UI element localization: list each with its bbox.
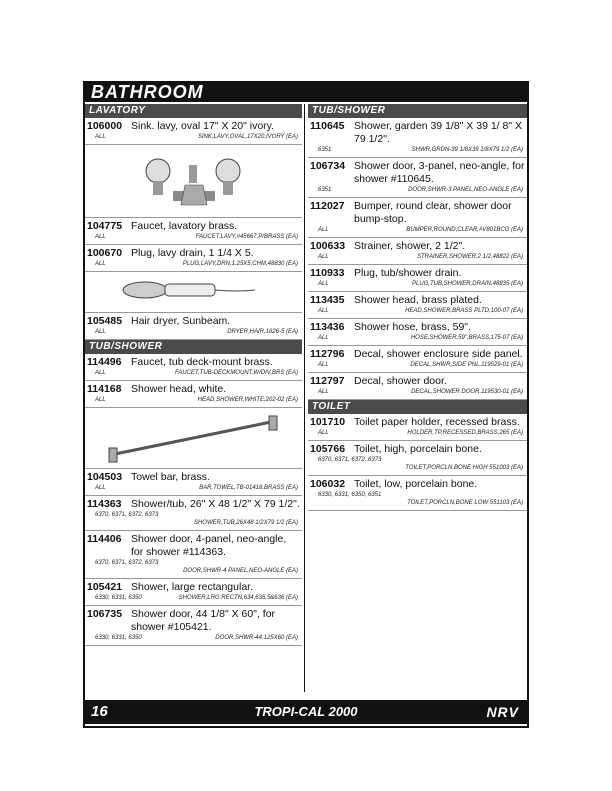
item-number: 112797 — [310, 375, 345, 387]
hair-dryer-image — [85, 272, 302, 313]
item-code: BUMPER,ROUND,CLEAR,#V801BCG (EA) — [406, 227, 523, 233]
item-code: PLUG,TUB,SHOWER,DRAIN,48835 (EA) — [411, 281, 523, 287]
section-heading-tub-shower: TUB/SHOWER — [308, 104, 527, 118]
item-number: 106735 — [87, 608, 123, 620]
item-models: 6330, 6331, 6350, 6351 — [318, 492, 382, 498]
item-description: Shower/tub, 26" X 48 1/2" X 79 1/2". — [131, 498, 300, 510]
catalog-title: TROPI-CAL 2000 — [254, 704, 358, 719]
catalog-item — [85, 354, 302, 381]
catalog-item — [85, 381, 302, 408]
item-number: 114363 — [87, 498, 122, 510]
item-code: SHOWER,TUB,26X48 1/2X79 1/2 (EA) — [193, 520, 298, 526]
item-number: 106000 — [87, 120, 123, 132]
item-number: 110933 — [310, 267, 345, 279]
section-heading-tub-shower: TUB/SHOWER — [85, 340, 302, 354]
page-footer — [83, 700, 529, 724]
catalog-item — [308, 373, 527, 400]
section-heading-toilet: TOILET — [308, 400, 527, 414]
item-number: 104503 — [87, 471, 123, 483]
item-models: ALL — [318, 389, 329, 395]
catalog-item — [85, 606, 302, 646]
section-banner — [83, 81, 529, 102]
column-divider — [304, 104, 305, 692]
item-code: TOILET,PORCLN,BONE LOW 551103 (EA) — [407, 500, 523, 506]
catalog-item — [308, 441, 527, 476]
item-number: 100633 — [310, 240, 346, 252]
item-description: Hair dryer, Sunbeam. — [131, 315, 231, 327]
item-description: Toilet paper holder, recessed brass. — [354, 416, 520, 428]
page-number: 16 — [91, 703, 108, 720]
catalog-item — [308, 238, 527, 265]
item-description: Strainer, shower, 2 1/2". — [354, 240, 466, 252]
item-code: SINK,LAVY,OVAL,17X20,IVORY (EA) — [197, 134, 298, 140]
item-models: ALL — [95, 134, 106, 140]
item-description: Faucet, lavatory brass. — [131, 220, 238, 232]
item-code: STRAINER,SHOWER,2 1/2,48822 (EA) — [416, 254, 523, 260]
catalog-item — [85, 531, 302, 579]
item-models: 6370, 6371, 6372, 6373 — [95, 560, 159, 566]
item-number: 106734 — [310, 160, 346, 172]
catalog-item — [308, 118, 527, 158]
item-description: Shower door, 3-panel, neo-angle, for shower #110645. — [354, 160, 525, 185]
item-models: ALL — [318, 430, 329, 436]
item-models: ALL — [95, 397, 106, 403]
item-code: HOSE,SHOWER,59",BRASS,175-07 (EA) — [410, 335, 523, 341]
item-description: Shower door, 44 1/8" X 60", for shower #105421. — [131, 608, 276, 633]
item-models: ALL — [95, 234, 106, 240]
item-description: Shower, garden 39 1/8" X 39 1/ 8" X 79 1/2". — [354, 120, 522, 145]
item-number: 106032 — [310, 478, 346, 490]
item-code: BAR,TOWEL,TB-01418,BRASS (EA) — [199, 485, 298, 491]
item-code: DOOR,SHWR-4 PANEL,NEO-ANGLE (EA) — [183, 568, 298, 574]
catalog-item — [308, 292, 527, 319]
item-number: 112796 — [310, 348, 345, 360]
item-description: Bumper, round clear, shower door bump-stop. — [354, 200, 512, 225]
item-models: ALL — [318, 335, 329, 341]
catalog-item — [85, 245, 302, 272]
item-code: DOOR,SHWR-3 PANEL,NEO-ANGLE (EA) — [408, 187, 523, 193]
catalog-item — [308, 319, 527, 346]
item-models: ALL — [95, 329, 106, 335]
item-code: FAUCET,LAVY,#45667,P/BRASS (EA) — [195, 234, 298, 240]
page-title: BATHROOM — [91, 82, 204, 102]
item-description: Sink. lavy, oval 17" X 20" ivory. — [131, 120, 275, 132]
catalog-item — [308, 198, 527, 238]
catalog-item — [85, 313, 302, 340]
item-code: HEAD,SHOWER,WHITE,202-02 (EA) — [197, 397, 298, 403]
item-number: 114496 — [87, 356, 122, 368]
catalog-item — [308, 158, 527, 198]
catalog-item — [308, 414, 527, 441]
faucet-image — [85, 145, 302, 218]
item-description: Decal, shower enclosure side panel. — [354, 348, 523, 360]
item-code: DECAL,SHWR,SIDE PNL,119529-01 (EA) — [410, 362, 523, 368]
item-models: 6351 — [318, 147, 332, 153]
item-description: Faucet, tub deck-mount brass. — [131, 356, 273, 368]
item-code: TOILET,PORCLN BONE HIGH 551003 (EA) — [405, 465, 523, 471]
item-description: Shower hose, brass, 59". — [354, 321, 471, 333]
item-description: Toilet, high, porcelain bone. — [354, 443, 482, 455]
towel-bar-image — [85, 408, 302, 469]
left-column — [85, 104, 302, 692]
item-description: Shower head, brass plated. — [354, 294, 482, 306]
item-models: ALL — [95, 370, 106, 376]
item-code: DOOR,SHWR-44.125X60 (EA) — [215, 635, 298, 641]
catalog-item — [85, 118, 302, 145]
catalog-item — [85, 496, 302, 531]
item-models: 6330, 6331, 6350 — [95, 635, 142, 641]
item-number: 110645 — [310, 120, 345, 132]
item-models: ALL — [318, 254, 329, 260]
item-number: 114406 — [87, 533, 122, 545]
item-number: 112027 — [310, 200, 345, 212]
brand-logo: NRV — [486, 704, 519, 720]
right-column — [308, 104, 527, 692]
item-models: ALL — [95, 261, 106, 267]
item-code: DECAL,SHOWER DOOR,119530-01 (EA) — [411, 389, 523, 395]
item-models: 6351 — [318, 187, 332, 193]
item-description: Shower head, white. — [131, 383, 227, 395]
item-number: 113436 — [310, 321, 345, 333]
item-code: SHOWER,LRG RECTN,634,635,5&636 (EA) — [178, 595, 298, 601]
item-description: Toilet, low, porcelain bone. — [354, 478, 478, 490]
catalog-item — [85, 579, 302, 606]
item-number: 105421 — [87, 581, 123, 593]
item-description: Decal, shower door. — [354, 375, 447, 387]
item-models: ALL — [318, 362, 329, 368]
item-number: 114168 — [87, 383, 122, 395]
catalog-item — [85, 469, 302, 496]
item-code: PLUG,LAVY,DRN,1.25X5,CHM,48830 (EA) — [182, 261, 298, 267]
item-code: FAUCET,TUB-DECKMOUNT,W/DIV,BRS (EA) — [174, 370, 298, 376]
catalog-item — [85, 218, 302, 245]
item-models: ALL — [318, 308, 329, 314]
item-description: Plug, lavy drain, 1 1/4 X 5. — [131, 247, 254, 259]
item-models: ALL — [95, 485, 106, 491]
item-description: Plug, tub/shower drain. — [354, 267, 462, 279]
item-number: 105485 — [87, 315, 123, 327]
catalog-item — [308, 265, 527, 292]
item-number: 101710 — [310, 416, 346, 428]
item-description: Shower, large rectangular. — [131, 581, 253, 593]
item-number: 105766 — [310, 443, 346, 455]
item-number: 104775 — [87, 220, 123, 232]
item-code: HOLDER,TP,RECESSED,BRASS,265 (EA) — [407, 430, 523, 436]
item-code: DRYER,HAIR,1626-5 (EA) — [227, 329, 298, 335]
item-number: 100670 — [87, 247, 123, 259]
item-description: Shower door, 4-panel, neo-angle, for shower #114363. — [131, 533, 287, 558]
section-heading-lavatory: LAVATORY — [85, 104, 302, 118]
item-models: ALL — [318, 227, 329, 233]
catalog-item — [308, 476, 527, 511]
item-models: 6330, 6331, 6350 — [95, 595, 142, 601]
item-models: 6370, 6371, 6372, 6373 — [318, 457, 382, 463]
item-models: 6370, 6371, 6372, 6373 — [95, 512, 159, 518]
item-code: HEAD,SHOWER,BRASS PLTD,100-07 (EA) — [405, 308, 523, 314]
item-number: 113435 — [310, 294, 345, 306]
item-code: SHWR,GRDN-39 1/8X39 1/8X79 1/2 (EA) — [411, 147, 523, 153]
item-models: ALL — [318, 281, 329, 287]
item-description: Towel bar, brass. — [131, 471, 210, 483]
catalog-item — [308, 346, 527, 373]
